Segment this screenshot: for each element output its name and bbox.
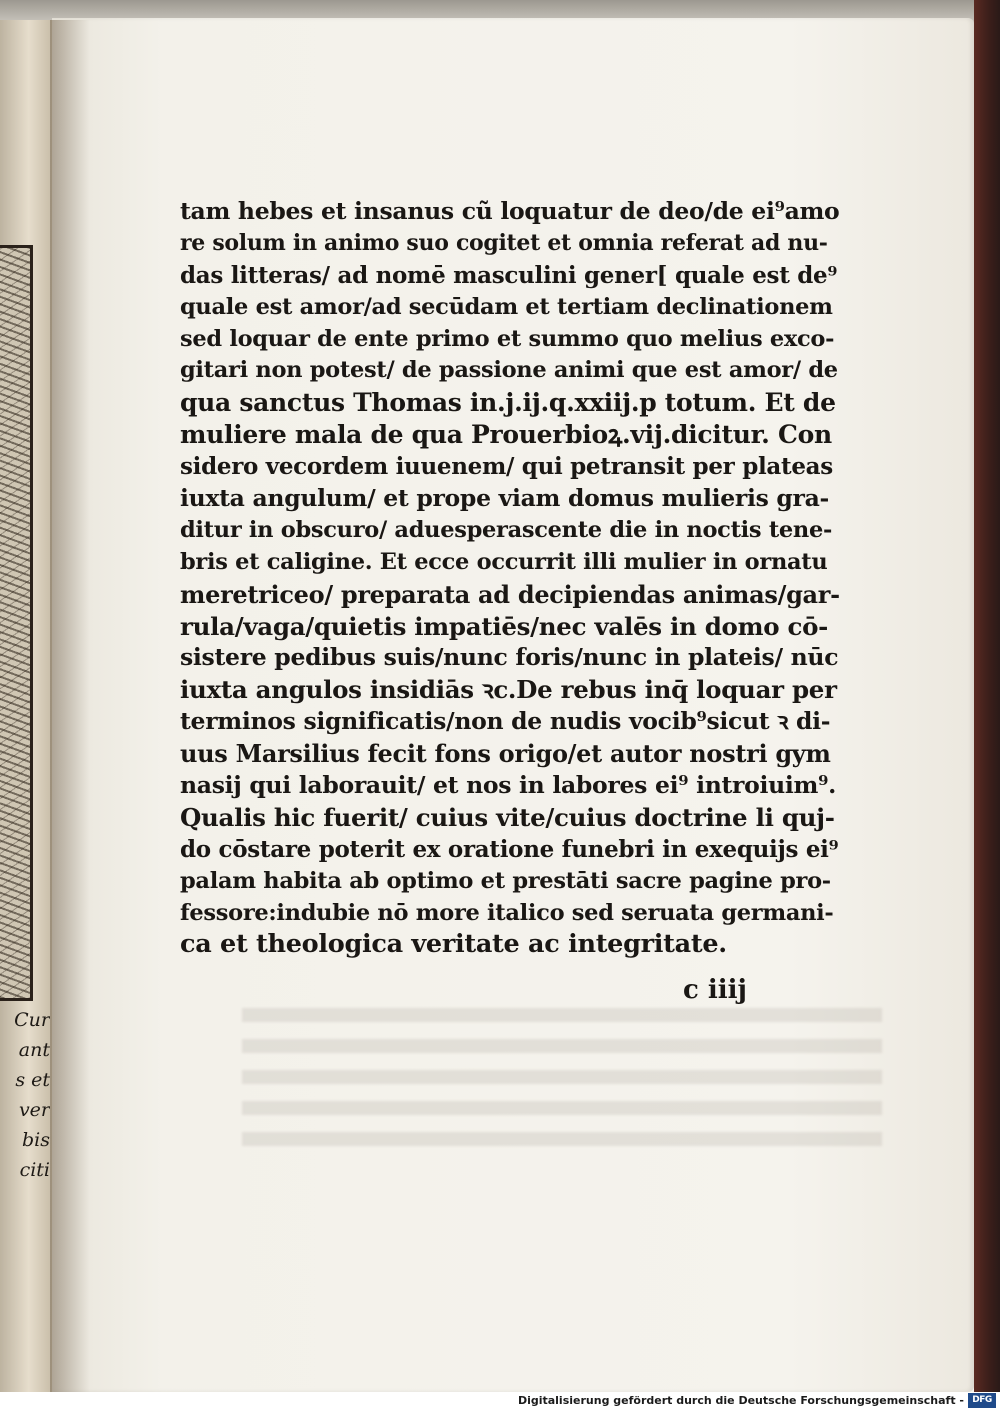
text-line: re solum in animo suo cogitet et omnia referat ad nu- <box>180 229 828 256</box>
text-line: gitari non potest/ de passione animi que est amor/ de <box>180 357 838 384</box>
text-line: do cōstare poterit ex oratione funebri in exequijs ei⁹ <box>180 835 839 863</box>
gutter-shadow <box>50 20 90 1392</box>
text-line: sed loquar de ente primo et summo quo melius exco- <box>180 325 835 352</box>
verso-show-through <box>242 1008 882 1158</box>
text-line: Qualis hic fuerit/ cuius vite/cuius doctrine li quj- <box>180 802 835 832</box>
text-line: nasij qui laborauit/ et nos in labores ei⁹ introiuim⁹. <box>180 771 836 800</box>
text-line: quale est amor/ad secūdam et tertiam declinationem <box>180 293 833 320</box>
funding-credit: Digitalisierung gefördert durch die Deutsche Forschungsgemeinschaft - <box>517 1394 964 1407</box>
text-line: sidero vecordem iuuenem/ qui petransit per plateas <box>180 453 833 481</box>
margin-note-line: ver <box>18 1099 50 1121</box>
margin-note-line: citi <box>19 1159 50 1181</box>
text-line: fessore:indubie nō more italico sed seruata germani- <box>180 899 834 926</box>
woodcut-illustration-fragment <box>0 245 33 1001</box>
margin-note-line: s et <box>15 1069 50 1091</box>
text-line: tam hebes et insanus cũ loquatur de deo/de ei⁹amo <box>180 197 840 225</box>
signature-mark: c iiij <box>683 975 747 1005</box>
scanner-background-right <box>974 0 1000 1392</box>
text-line: bris et caligine. Et ecce occurrit illi mulier in ornatu <box>180 548 828 575</box>
margin-note-line: Cur <box>14 1009 50 1031</box>
text-line: terminos significatis/non de nudis vocib⁹sicut ꝛ di- <box>180 707 831 736</box>
margin-note-line: ant <box>18 1039 50 1061</box>
left-facing-page <box>0 20 53 1392</box>
text-line: rula/vaga/quietis impatiēs/nec valēs in domo cō- <box>180 611 829 641</box>
text-line: ditur in obscuro/ aduesperascente die in noctis tene- <box>180 516 833 543</box>
text-line: ca et theologica veritate ac integritate. <box>180 929 727 960</box>
text-line: iuxta angulos insidiās ꝛc.De rebus inq̄ loquar per <box>180 675 837 705</box>
text-line: meretriceo/ preparata ad decipiendas animas/gar- <box>180 579 840 609</box>
text-line: iuxta angulum/ et prope viam domus mulieris gra- <box>180 484 829 513</box>
margin-note-line: bis <box>22 1129 50 1151</box>
dfg-logo: DFG <box>968 1393 996 1408</box>
left-page-margin-note <box>2 1005 50 1185</box>
text-line: palam habita ab optimo et prestāti sacre pagine pro- <box>180 867 831 894</box>
text-line: sistere pedibus suis/nunc foris/nunc in plateis/ nūc <box>180 643 839 672</box>
text-line: uus Marsilius fecit fons origo/et autor nostri gym <box>180 739 831 769</box>
text-line: das litteras/ ad nomē masculini gener[ quale est de⁹ <box>180 261 838 289</box>
text-line: muliere mala de qua Prouerbioꝝ.vij.dicitur. Con <box>180 420 832 450</box>
text-line: qua sanctus Thomas in.j.ij.q.xxiij.p totum. Et de <box>180 388 836 418</box>
main-text-block <box>180 196 840 961</box>
